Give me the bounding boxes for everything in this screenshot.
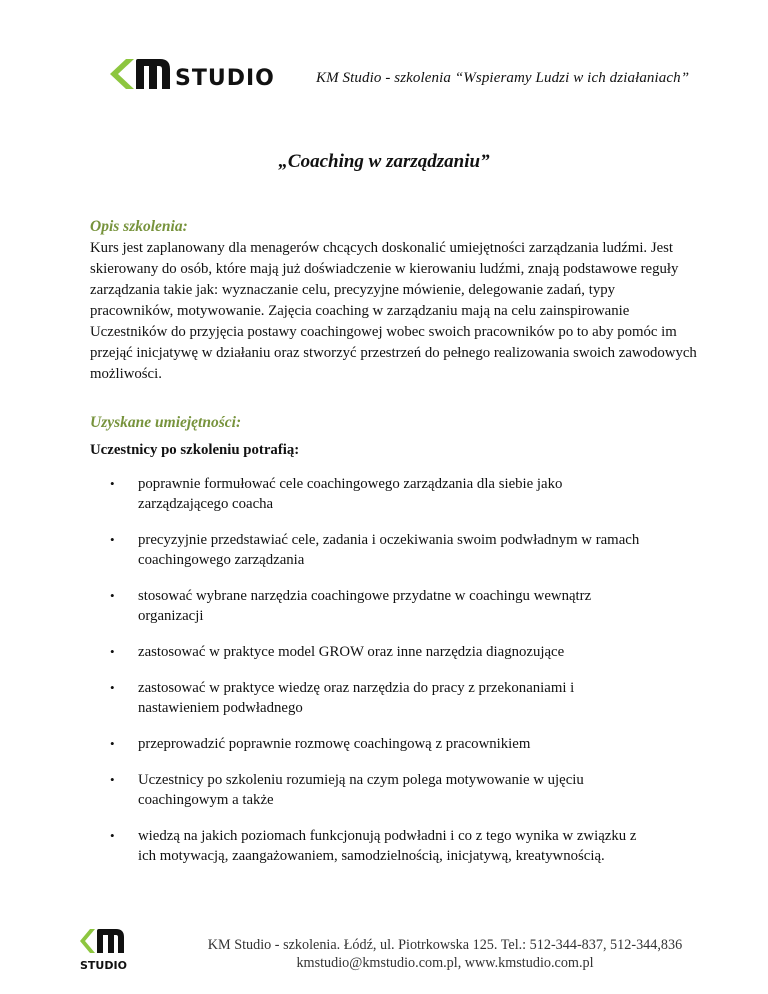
header-tagline: KM Studio - szkolenia “Wspieramy Ludzi w ich działaniach”	[316, 70, 690, 86]
skills-lead: Uczestnicy po szkoleniu potrafią:	[90, 442, 300, 458]
bullet-icon: •	[110, 772, 115, 787]
skill-item	[110, 474, 690, 514]
skill-line: zastosować w praktyce wiedzę oraz narzędzia do pracy z przekonaniami i	[138, 680, 575, 696]
footer-logo-studio-text: STUDIO	[80, 959, 127, 972]
skill-line: nastawieniem podwładnego	[138, 700, 303, 716]
skill-item	[110, 642, 690, 662]
footer-address: KM Studio - szkolenia. Łódź, ul. Piotrkowska 125. Tel.: 512-344-837, 512-344,836	[207, 937, 683, 953]
bullet-icon: •	[110, 644, 115, 659]
footer-contact	[180, 936, 710, 972]
bullet-icon: •	[110, 828, 115, 843]
skill-line: wiedzą na jakich poziomach funkcjonują podwładni i co z tego wynika w związku z	[138, 828, 637, 844]
skill-item	[110, 530, 690, 570]
skill-line: stosować wybrane narzędzia coachingowe przydatne w coachingu wewnątrz	[138, 588, 592, 604]
description-heading: Opis szkolenia:	[90, 218, 188, 235]
bullet-icon: •	[110, 736, 115, 751]
skill-item	[110, 770, 690, 810]
skill-item	[110, 734, 690, 754]
bullet-icon: •	[110, 532, 115, 547]
footer-logo	[78, 928, 134, 972]
logo-studio-text: STUDIO	[175, 66, 275, 91]
skill-item	[110, 678, 690, 718]
skill-line: zarządzającego coacha	[138, 496, 274, 512]
skills-heading: Uzyskane umiejętności:	[90, 414, 242, 431]
skill-item	[110, 586, 690, 626]
skill-line: ich motywacją, zaangażowaniem, samodzielnością, inicjatywą, kreatywnością.	[138, 848, 605, 864]
skill-line: zastosować w praktyce model GROW oraz inne narzędzia diagnozujące	[138, 644, 565, 660]
km-logo-mark	[108, 57, 288, 91]
skill-line: poprawnie formułować cele coachingowego zarządzania dla siebie jako	[138, 476, 563, 492]
skill-line: przeprowadzić poprawnie rozmowę coachingową z pracownikiem	[138, 736, 531, 752]
skill-line: coachingowego zarządzania	[138, 552, 305, 568]
footer-email-web: kmstudio@kmstudio.com.pl, www.kmstudio.com.pl	[296, 955, 594, 971]
page-title: „Coaching w zarządzaniu”	[278, 151, 490, 172]
km-studio-logo	[108, 57, 288, 91]
bullet-icon: •	[110, 680, 115, 695]
skill-line: coachingowym a także	[138, 792, 274, 808]
skill-line: organizacji	[138, 608, 204, 624]
skill-line: Uczestnicy po szkoleniu rozumieją na czym polega motywowanie w ujęciu	[138, 772, 584, 788]
description-text: Kurs jest zaplanowany dla menagerów chcących doskonalić umiejętności zarządzania ludźmi. Jest skierowany do osób, które mają już doświadczenie w kierowaniu ludźmi, znają podstawowe reguły zarządzania takie jak: wyznaczanie celu, precyzyjne mówienie, delegowanie zadań, typy pracowników, motywowanie. Zajęcia coaching w zarządzaniu mają na celu zainspirowanie Uczestników do przyjęcia postawy coachingowej wobec swoich pracowników po to aby pomóc im przejąć inicjatywę w działaniu oraz stworzyć przestrzeń do pełnego realizowania swoich zawodowych możliwości.	[90, 240, 697, 382]
bullet-icon: •	[110, 476, 115, 491]
skills-list	[110, 474, 690, 866]
skill-item	[110, 826, 690, 866]
bullet-icon: •	[110, 588, 115, 603]
km-logo-mark-small	[78, 928, 134, 972]
skill-line: precyzyjnie przedstawiać cele, zadania i oczekiwania swoim podwładnym w ramach	[138, 532, 640, 548]
